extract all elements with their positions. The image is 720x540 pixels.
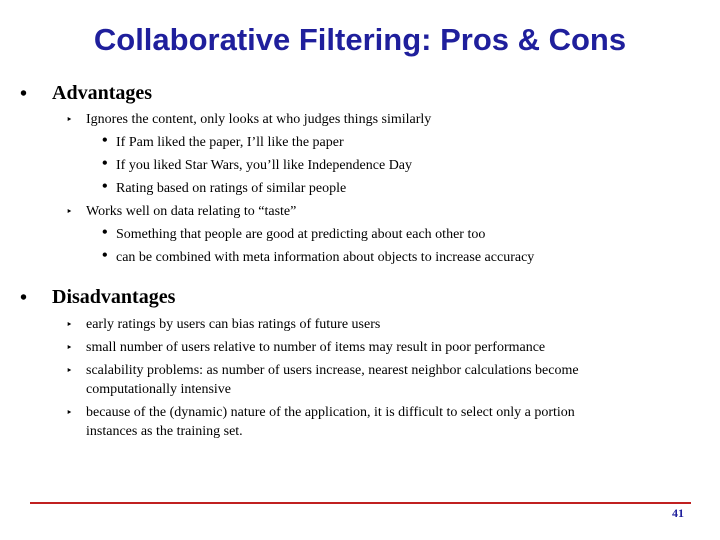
bullet-icon: • [102, 247, 108, 264]
list-subitem [102, 155, 413, 175]
footer-rule [30, 502, 691, 504]
page-number: 41 [672, 506, 684, 520]
list-subitem-text: Rating based on ratings of similar people [116, 181, 347, 196]
list-subitem-text: can be combined with meta information about objects to increase accuracy [116, 250, 535, 265]
bullet-icon: • [20, 287, 28, 309]
triangle-bullet-icon: ‣ [66, 205, 73, 218]
triangle-bullet-icon: ‣ [66, 341, 73, 354]
bullet-icon: • [102, 178, 108, 195]
list-subitem [102, 178, 347, 198]
list-item [66, 361, 579, 380]
list-item-text: Ignores the content, only looks at who judges things similarly [86, 112, 432, 127]
list-item-text: early ratings by users can bias ratings of future users [86, 317, 381, 332]
list-item [66, 202, 297, 221]
triangle-bullet-icon: ‣ [66, 364, 73, 377]
list-subitem-text: If Pam liked the paper, I’ll like the paper [116, 135, 344, 150]
list-item-text: because of the (dynamic) nature of the application, it is difficult to select only a portion [86, 405, 575, 420]
advantages-heading-label: Advantages [52, 82, 153, 104]
list-item [66, 110, 432, 129]
list-item [66, 403, 575, 422]
list-subitem [102, 247, 535, 267]
list-subitem [102, 132, 344, 152]
list-item-text: Works well on data relating to “taste” [86, 204, 297, 219]
advantages-heading [20, 82, 153, 105]
bullet-icon: • [102, 155, 108, 172]
list-item [66, 338, 546, 357]
bullet-icon: • [102, 132, 108, 149]
slide-title: Collaborative Filtering: Pros & Cons [93, 22, 627, 57]
list-item-continuation: computationally intensive [86, 382, 232, 397]
list-item-text: small number of users relative to number of items may result in poor performance [86, 340, 546, 355]
list-item-text: scalability problems: as number of users increase, nearest neighbor calculations become [86, 363, 579, 378]
list-subitem-text: Something that people are good at predicting about each other too [116, 227, 486, 242]
triangle-bullet-icon: ‣ [66, 113, 73, 126]
triangle-bullet-icon: ‣ [66, 406, 73, 419]
list-subitem-text: If you liked Star Wars, you’ll like Independence Day [116, 158, 413, 173]
bullet-icon: • [102, 224, 108, 241]
disadvantages-heading [20, 286, 176, 309]
triangle-bullet-icon: ‣ [66, 318, 73, 331]
list-item [66, 315, 381, 334]
disadvantages-heading-label: Disadvantages [52, 286, 176, 308]
list-item-continuation: instances as the training set. [86, 424, 243, 439]
list-subitem [102, 224, 486, 244]
bullet-icon: • [20, 83, 28, 105]
